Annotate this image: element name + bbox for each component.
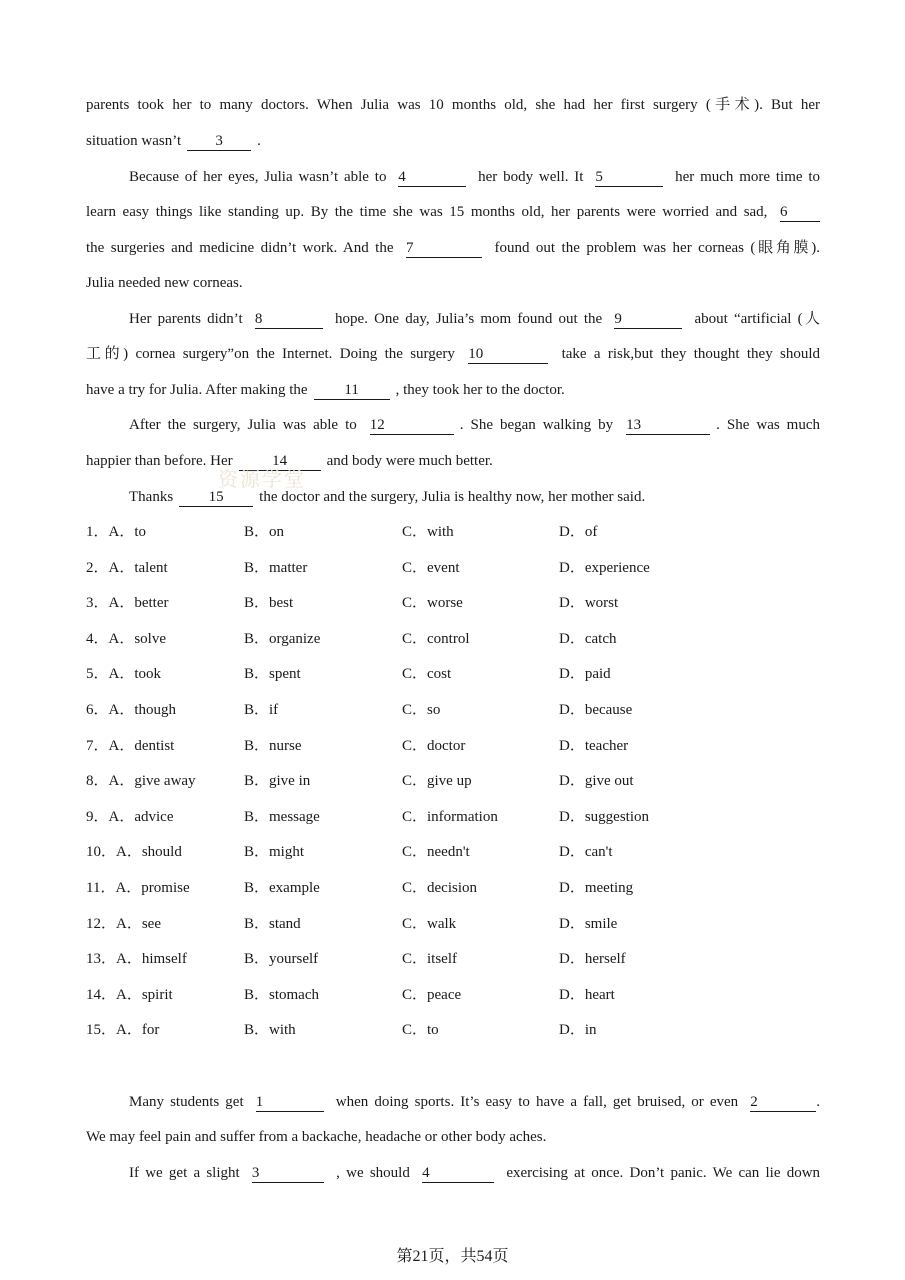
text: take a risk,but they thought they should bbox=[561, 346, 821, 362]
option-a[interactable]: 2．A．talent bbox=[86, 560, 168, 576]
option-b[interactable]: B．organize bbox=[244, 631, 321, 647]
option-b[interactable]: B．nurse bbox=[244, 738, 302, 754]
blank-4[interactable]: 4 bbox=[398, 168, 466, 187]
text: the doctor and the surgery, Julia is healthy now, her mother said. bbox=[259, 489, 646, 505]
text: After the surgery, Julia was able to bbox=[129, 417, 357, 433]
text: Her parents didn’t bbox=[129, 311, 243, 327]
blank-9[interactable]: 9 bbox=[614, 310, 682, 329]
option-b[interactable]: B．stand bbox=[244, 916, 301, 932]
option-c[interactable]: C．itself bbox=[402, 951, 457, 967]
option-a[interactable]: 4．A．solve bbox=[86, 631, 166, 647]
blank-1[interactable]: 1 bbox=[256, 1093, 324, 1112]
option-b[interactable]: B．matter bbox=[244, 560, 308, 576]
option-d[interactable]: D．herself bbox=[559, 951, 626, 967]
passage1-line-10 bbox=[129, 415, 820, 435]
text: parents took her to many doctors. When Julia was 10 months old, she had her first surgery (手术). But her bbox=[86, 97, 820, 113]
option-a[interactable]: 8．A．give away bbox=[86, 773, 196, 789]
option-d[interactable]: D．give out bbox=[559, 773, 634, 789]
passage1-line-3 bbox=[129, 167, 820, 187]
text: about “artificial (人 bbox=[694, 311, 821, 327]
option-a[interactable]: 5．A．took bbox=[86, 666, 162, 682]
text: . She was much bbox=[716, 417, 821, 433]
option-d[interactable]: D．experience bbox=[559, 560, 650, 576]
option-b[interactable]: B．if bbox=[244, 702, 279, 718]
option-c[interactable]: C．so bbox=[402, 702, 441, 718]
option-c[interactable]: C．event bbox=[402, 560, 460, 576]
option-d[interactable]: D．catch bbox=[559, 631, 617, 647]
option-d[interactable]: D．teacher bbox=[559, 738, 629, 754]
option-c[interactable]: C．to bbox=[402, 1022, 439, 1038]
option-a[interactable]: 7．A．dentist bbox=[86, 738, 175, 754]
blank-2[interactable]: 2 bbox=[750, 1093, 816, 1112]
option-c[interactable]: C．needn't bbox=[402, 844, 470, 860]
option-a[interactable]: 15．A．for bbox=[86, 1022, 160, 1038]
blank-5[interactable]: 5 bbox=[595, 168, 663, 187]
passage1-line-1 bbox=[86, 95, 820, 115]
option-a[interactable]: 12．A．see bbox=[86, 916, 161, 932]
option-b[interactable]: B．spent bbox=[244, 666, 301, 682]
option-b[interactable]: B．stomach bbox=[244, 987, 319, 1003]
passage1-line-2 bbox=[86, 131, 820, 151]
text: . She began walking by bbox=[459, 417, 614, 433]
text: her body well. It bbox=[478, 169, 584, 185]
option-d[interactable]: D．can't bbox=[559, 844, 613, 860]
text: and body were much better. bbox=[326, 453, 493, 469]
option-b[interactable]: B．message bbox=[244, 809, 320, 825]
option-b[interactable]: B．on bbox=[244, 524, 285, 540]
option-c[interactable]: C．peace bbox=[402, 987, 462, 1003]
option-d[interactable]: D．in bbox=[559, 1022, 597, 1038]
option-a[interactable]: 1．A．to bbox=[86, 524, 147, 540]
passage1-line-6 bbox=[86, 273, 820, 293]
passage2-line-1 bbox=[129, 1092, 820, 1112]
passage2-line-2 bbox=[86, 1127, 820, 1147]
passage1-line-8 bbox=[86, 344, 820, 364]
blank-14[interactable]: 14 bbox=[239, 452, 321, 471]
text: situation wasn’t bbox=[86, 133, 182, 149]
option-c[interactable]: C．doctor bbox=[402, 738, 466, 754]
blank-3[interactable]: 3 bbox=[252, 1164, 324, 1183]
option-a[interactable]: 10．A．should bbox=[86, 844, 182, 860]
text: happier than before. Her bbox=[86, 453, 233, 469]
text: . bbox=[257, 133, 261, 149]
passage1-line-7 bbox=[129, 309, 820, 329]
option-c[interactable]: C．information bbox=[402, 809, 498, 825]
passage1-line-9 bbox=[86, 380, 820, 400]
text: We may feel pain and suffer from a backache, headache or other body aches. bbox=[86, 1129, 547, 1145]
option-c[interactable]: C．control bbox=[402, 631, 470, 647]
option-d[interactable]: D．heart bbox=[559, 987, 615, 1003]
option-a[interactable]: 11．A．promise bbox=[86, 880, 190, 896]
text: found out the problem was her corneas (眼角膜). bbox=[494, 240, 820, 256]
blank-15[interactable]: 15 bbox=[179, 488, 253, 507]
option-c[interactable]: C．decision bbox=[402, 880, 477, 896]
blank-13[interactable]: 13 bbox=[626, 416, 710, 435]
option-d[interactable]: D．smile bbox=[559, 916, 618, 932]
page-footer: 第21页，共54页 bbox=[396, 1248, 509, 1265]
blank-11[interactable]: 11 bbox=[314, 381, 390, 400]
option-b[interactable]: B．example bbox=[244, 880, 320, 896]
passage1-line-5 bbox=[86, 238, 820, 258]
option-a[interactable]: 9．A．advice bbox=[86, 809, 174, 825]
text: , they took her to the doctor. bbox=[395, 382, 565, 398]
passage1-line-4 bbox=[86, 202, 820, 222]
option-d[interactable]: D．paid bbox=[559, 666, 611, 682]
text: Julia needed new corneas. bbox=[86, 275, 243, 291]
watermark: 资源学堂 bbox=[218, 467, 306, 491]
option-b[interactable]: B．might bbox=[244, 844, 305, 860]
text: Because of her eyes, Julia wasn’t able to bbox=[129, 169, 387, 185]
option-d[interactable]: D．meeting bbox=[559, 880, 634, 896]
option-c[interactable]: C．worse bbox=[402, 595, 463, 611]
option-c[interactable]: C．cost bbox=[402, 666, 452, 682]
text: learn easy things like standing up. By the time she was 15 months old, her parents were worried and sad, bbox=[86, 204, 768, 220]
blank-3[interactable]: 3 bbox=[187, 132, 251, 151]
text: Many students get bbox=[129, 1094, 244, 1110]
blank-8[interactable]: 8 bbox=[255, 310, 323, 329]
text: hope. One day, Julia’s mom found out the bbox=[335, 311, 603, 327]
text: . bbox=[816, 1094, 820, 1110]
option-d[interactable]: D．of bbox=[559, 524, 598, 540]
option-a[interactable]: 14．A．spirit bbox=[86, 987, 173, 1003]
option-d[interactable]: D．worst bbox=[559, 595, 619, 611]
text: when doing sports. It’s easy to have a fall, get bruised, or even bbox=[335, 1094, 739, 1110]
option-d[interactable]: D．because bbox=[559, 702, 633, 718]
blank-4[interactable]: 4 bbox=[422, 1164, 494, 1183]
text: If we get a slight bbox=[129, 1165, 240, 1181]
option-b[interactable]: B．with bbox=[244, 1022, 296, 1038]
option-b[interactable]: B．yourself bbox=[244, 951, 319, 967]
option-b[interactable]: B．give in bbox=[244, 773, 311, 789]
option-d[interactable]: D．suggestion bbox=[559, 809, 650, 825]
text: the surgeries and medicine didn’t work. And the bbox=[86, 240, 394, 256]
blank-6[interactable]: 6 bbox=[780, 203, 820, 222]
option-a[interactable]: 3．A．better bbox=[86, 595, 169, 611]
passage1-line-11 bbox=[86, 451, 820, 471]
blank-10[interactable]: 10 bbox=[468, 345, 548, 364]
text: her much more time to bbox=[675, 169, 821, 185]
option-a[interactable]: 6．A．though bbox=[86, 702, 177, 718]
option-c[interactable]: C．give up bbox=[402, 773, 472, 789]
text: , we should bbox=[336, 1165, 410, 1181]
option-c[interactable]: C．walk bbox=[402, 916, 457, 932]
passage2-line-3 bbox=[129, 1163, 820, 1183]
text: Thanks bbox=[129, 489, 174, 505]
blank-7[interactable]: 7 bbox=[406, 239, 482, 258]
option-c[interactable]: C．with bbox=[402, 524, 454, 540]
blank-12[interactable]: 12 bbox=[370, 416, 454, 435]
option-a[interactable]: 13．A．himself bbox=[86, 951, 187, 967]
text: 工的) cornea surgery”on the Internet. Doing the surgery bbox=[86, 346, 455, 362]
option-b[interactable]: B．best bbox=[244, 595, 294, 611]
text: exercising at once. Don’t panic. We can lie down bbox=[506, 1165, 821, 1181]
text: have a try for Julia. After making the bbox=[86, 382, 308, 398]
